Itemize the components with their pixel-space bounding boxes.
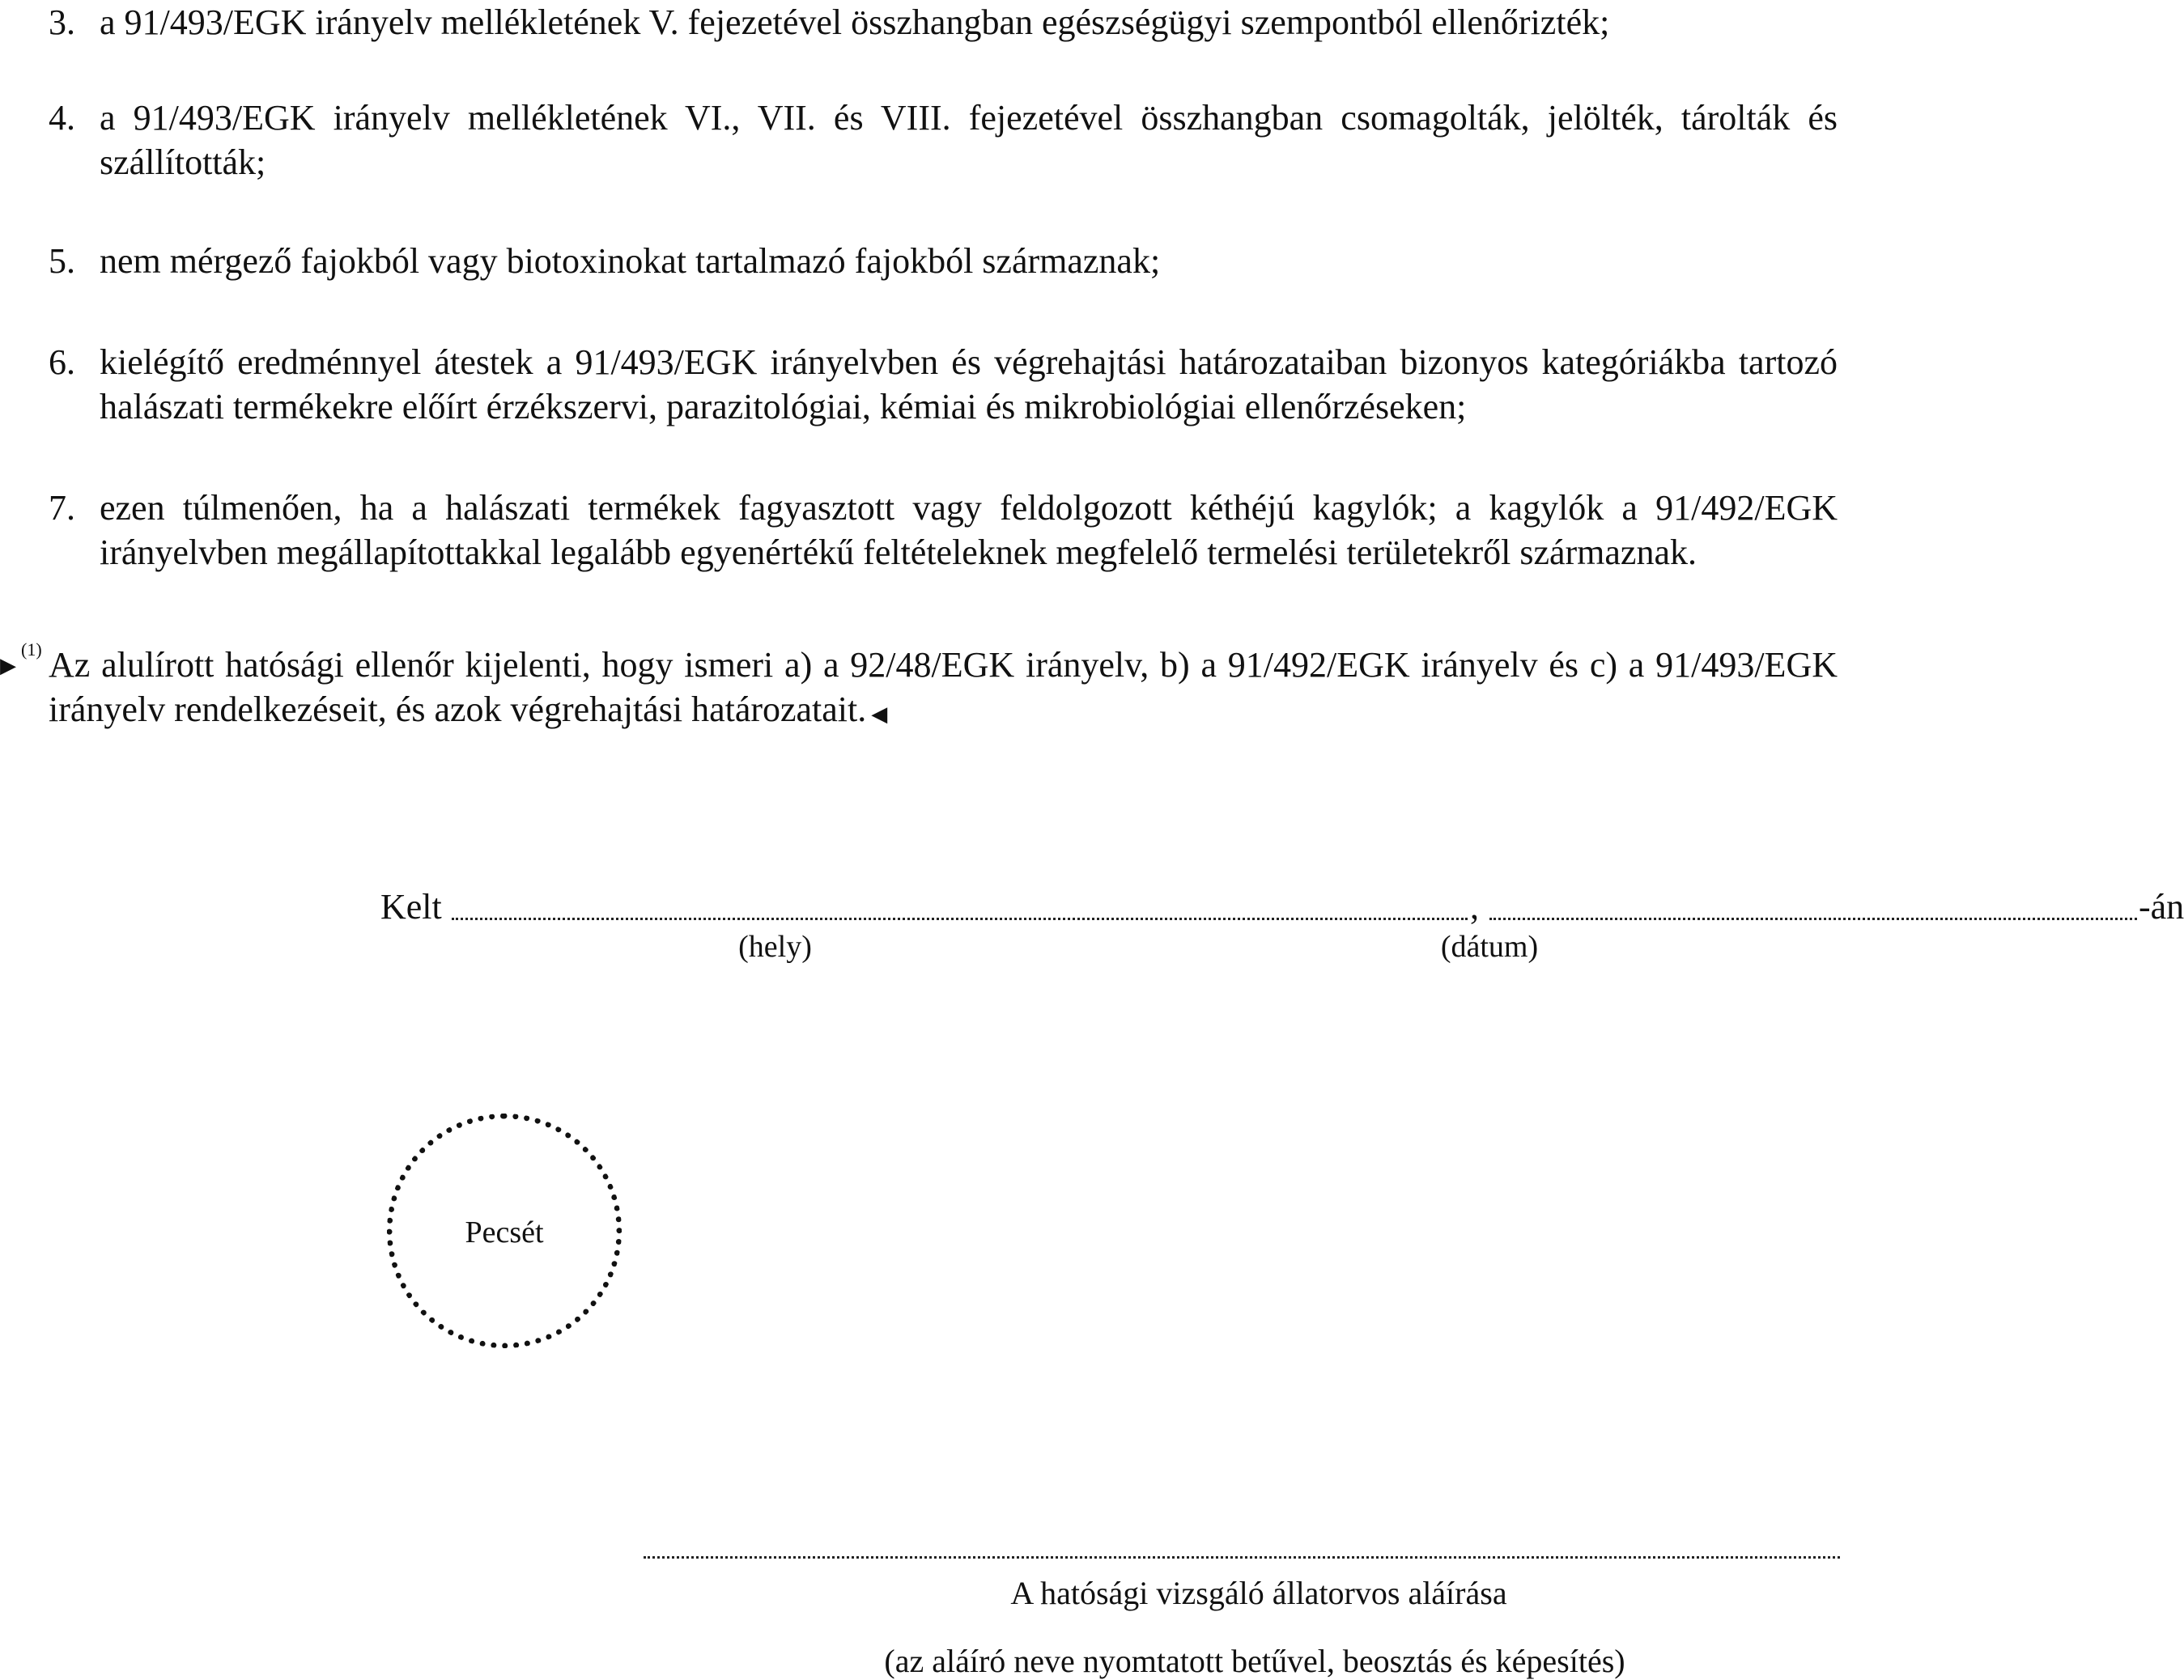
place-caption: (hely) (738, 930, 812, 964)
seal-label: Pecsét (465, 1215, 544, 1249)
seal-placeholder (387, 1114, 622, 1348)
signature-note: (az aláíró neve nyomtatott betűvel, beosztás és képesítés) (884, 1643, 1625, 1679)
place-dotted-line (452, 918, 1468, 920)
signature-dotted-line (644, 1556, 1840, 1559)
amendment-start-marker: ▶ (0, 654, 16, 677)
amendment-end-marker: ◀ (871, 702, 888, 726)
place-date-separator: , (1470, 887, 1479, 927)
declaration-text: Az alulírott hatósági ellenőr kijelenti, hogy ismeri a) a 92/48/EGK irányelv, b) a 91/492/EGK irányelv és c) a 91/493/EGK irányelv rendelkezéseit, és azok végrehajtási határozatait. (49, 645, 1838, 729)
list-item (49, 340, 1838, 429)
item-text: a 91/493/EGK irányelv mellékletének V. fejezetével összhangban egészségügyi szempontból ellenőrizték; (100, 2, 1610, 42)
date-suffix: -án (2139, 887, 2184, 927)
item-number: 6. (49, 342, 75, 382)
item-number: 4. (49, 98, 75, 138)
signature-caption: A hatósági vizsgáló állatorvos aláírása (1010, 1575, 1507, 1611)
footnote-reference: (1) (21, 639, 42, 660)
footnote-declaration (0, 639, 1838, 736)
date-caption: (dátum) (1440, 930, 1539, 964)
kelt-label: Kelt (380, 887, 442, 927)
item-text: kielégítő eredménnyel átestek a 91/493/EGK irányelvben és végrehajtási határozataiban bizonyos kategóriákba tartozó halászati termékekre előírt érzékszervi, parazitológiai, kémiai és mikrobiológiai ellenőrzéseken; (100, 342, 1838, 426)
list-item (49, 95, 1838, 185)
list-item (49, 486, 1838, 575)
item-number: 7. (49, 488, 75, 528)
item-number: 3. (49, 2, 75, 42)
place-date-line (380, 885, 2184, 933)
item-text: nem mérgező fajokból vagy biotoxinokat tartalmazó fajokból származnak; (100, 241, 1161, 281)
item-text: ezen túlmenően, ha a halászati termékek fagyasztott vagy feldolgozott kéthéjú kagylók; a kagylók a 91/492/EGK irányelvben megállapítottakkal legalább egyenértékű feltételeknek megfelelő termelési területekről származnak. (100, 488, 1838, 572)
item-text: a 91/493/EGK irányelv mellékletének VI., VII. és VIII. fejezetével összhangban csomagolták, jelölték, tárolták és szállították; (100, 98, 1838, 182)
list-item (49, 0, 1838, 45)
item-number: 5. (49, 241, 75, 281)
list-item (49, 239, 1838, 283)
date-dotted-line (1489, 918, 2137, 920)
